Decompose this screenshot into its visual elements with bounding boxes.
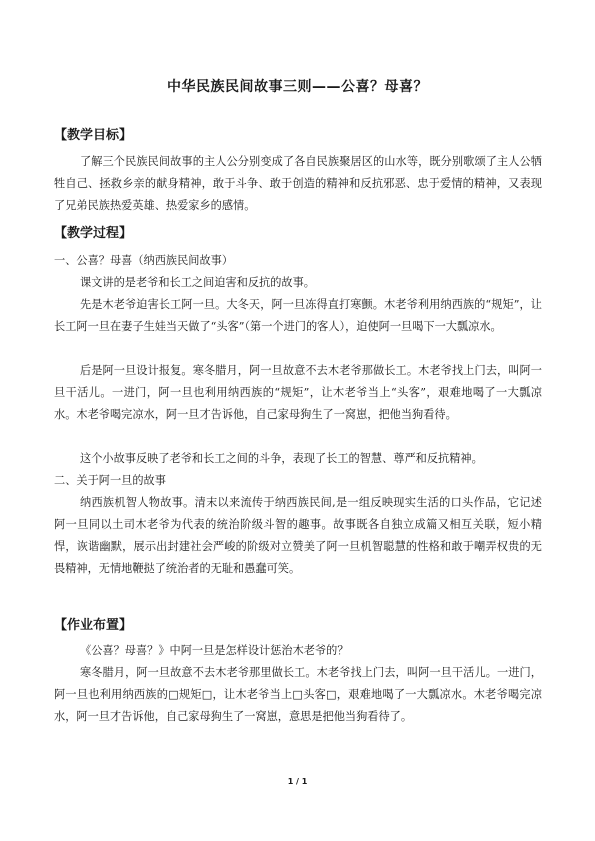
heading-homework: 【作业布置】 bbox=[54, 618, 133, 633]
part2-title: 二、关于阿一旦的故事 bbox=[54, 474, 166, 487]
process-paragraph-1: 课文讲的是老爷和长工之间迫害和反抗的故事。 bbox=[80, 276, 315, 289]
homework-question: 《公喜？母喜？》中阿一旦是怎样设计惩治木老爷的？ bbox=[80, 644, 349, 657]
heading-process: 【教学过程】 bbox=[54, 226, 133, 241]
objectives-paragraph: 了解三个民族民间故事的主人公分别变成了各自民族聚居区的山水等，既分别歌颂了主人公牺牲自己、拯救乡亲的献身精神，敢于斗争、敢于创造的精神和反抗邪恶、忠于爱情的精神，又表现了兄弟民族热爱英雄、热爱家乡的感情。 bbox=[54, 155, 542, 212]
heading-objectives: 【教学目标】 bbox=[54, 128, 133, 143]
part1-title: 一、公喜？母喜（纳西族民间故事） bbox=[54, 254, 234, 267]
document-title: 中华民族民间故事三则——公喜？母喜？ bbox=[167, 79, 428, 95]
process-paragraph-2: 先是木老爷迫害长工阿一旦。大冬天，阿一旦冻得直打寒颤。木老爷利用纳西族的“规矩”，让长工阿一旦在妻子生娃当天做了“头客”（第一个进门的客人），迫使阿一旦喝下一大瓢凉水。 bbox=[54, 298, 542, 333]
process-paragraph-4: 这个小故事反映了老爷和长工之间的斗争，表现了长工的智慧、尊严和反抗精神。 bbox=[80, 452, 483, 465]
process-paragraph-5: 纳西族机智人物故事。清末以来流传于纳西族民间,是一组反映现实生活的口头作品，它记述阿一旦同以土司木老爷为代表的统治阶级斗智的趣事。故事既各自独立成篇又相互关联，短小精悍，诙谐幽默，展示出封建社会严峻的阶级对立赞美了阿一旦机智聪慧的性格和敢于嘲弄权贵的无畏精神，无情地鞭挞了统治者的无耻和愚蠢可笑。 bbox=[54, 496, 542, 575]
homework-answer: 寒冬腊月，阿一旦故意不去木老爷那里做长工。木老爷找上门去，叫阿一旦干活儿。一进门，阿一旦也利用纳西族的□规矩□，让木老爷当上□头客□，艰难地喝了一大瓢凉水。木老爷喝完凉水，阿一旦才告诉他，自己家母狗生了一窝崽，意思是把他当狗看待了。 bbox=[54, 666, 542, 723]
page-number: 1 / 1 bbox=[287, 777, 308, 786]
process-paragraph-3: 后是阿一旦设计报复。寒冬腊月，阿一旦故意不去木老爷那做长工。木老爷找上门去，叫阿一旦干活儿。一进门，阿一旦也利用纳西族的“规矩”，让木老爷当上“头客”，艰难地喝了一大瓢凉水。木老爷喝完凉水，阿一旦才告诉他，自己家母狗生了一窝崽，把他当狗看待。 bbox=[54, 364, 542, 421]
